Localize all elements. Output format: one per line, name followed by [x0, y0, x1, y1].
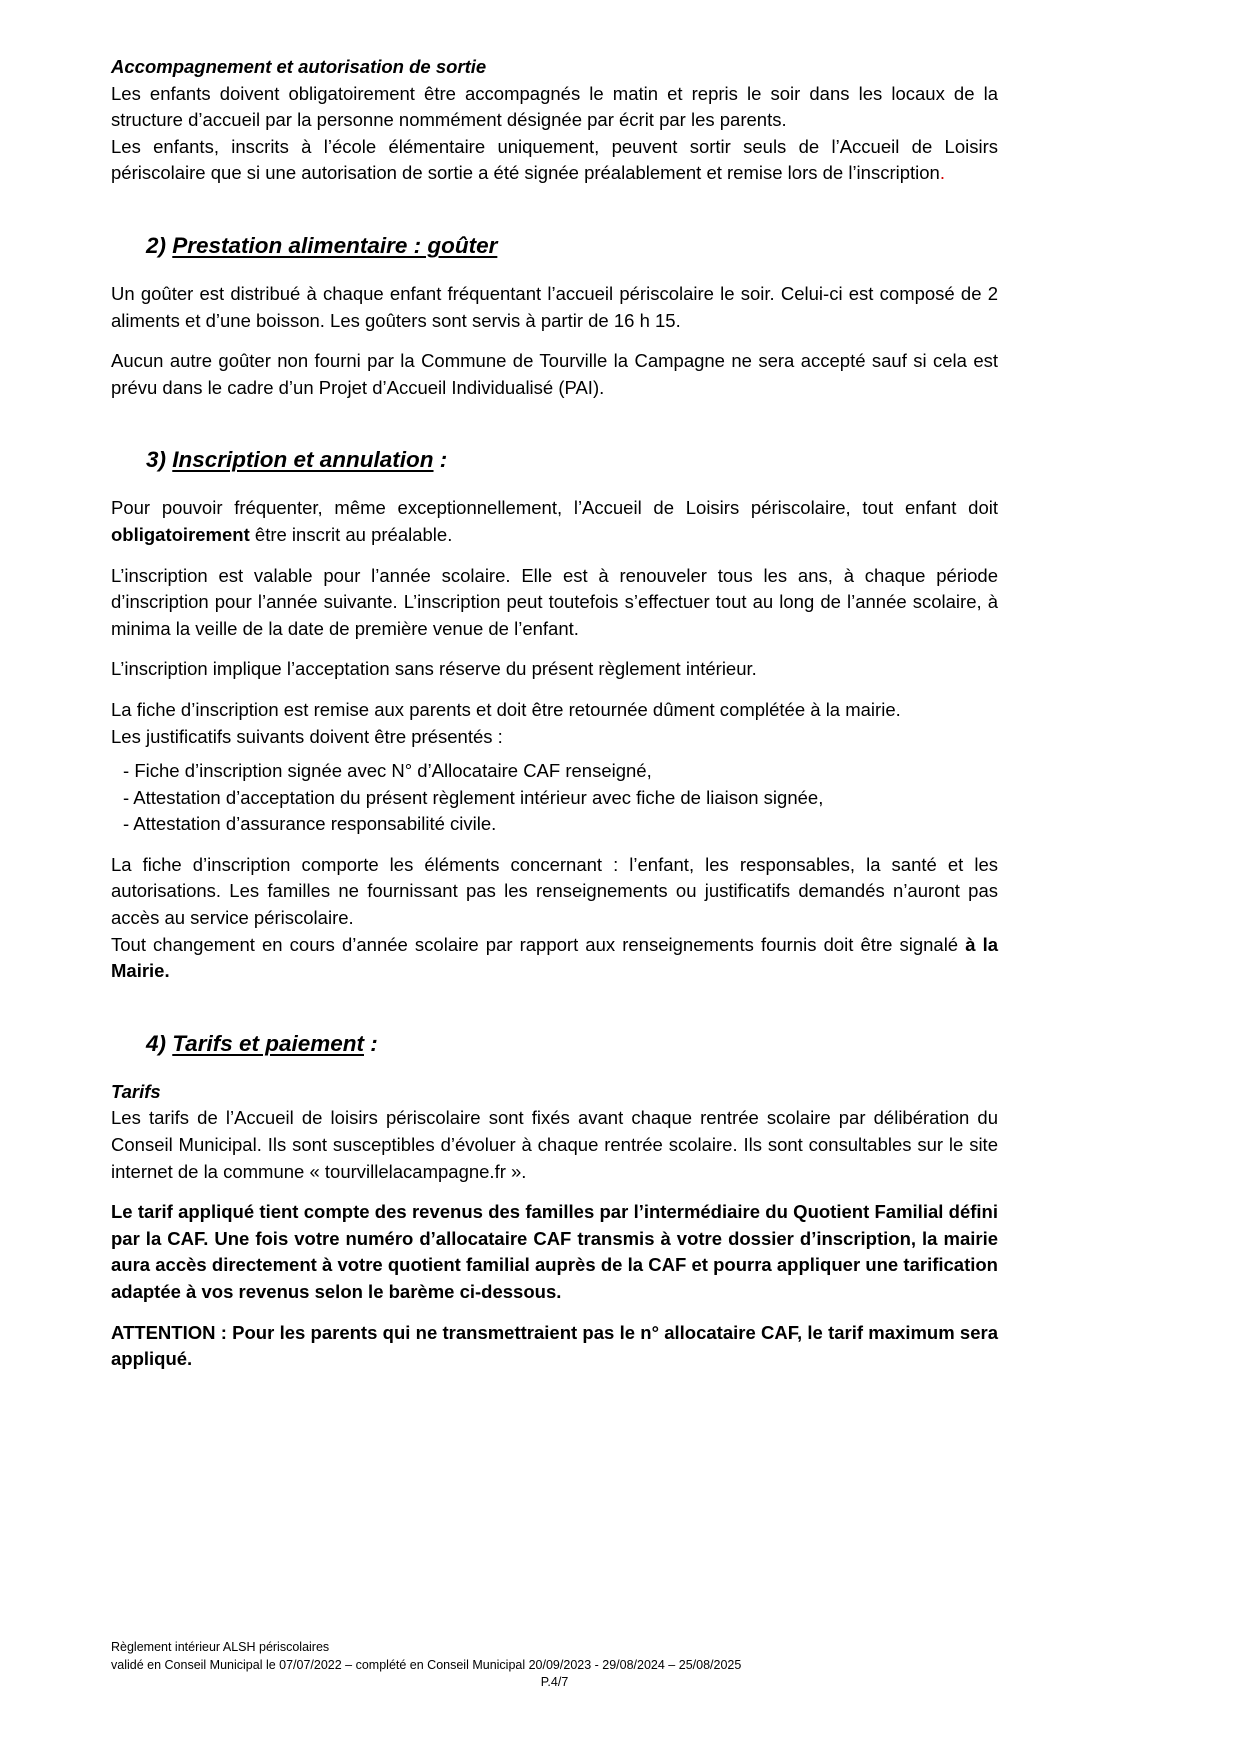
- paragraph-autorisation-sortie: [111, 134, 998, 187]
- paragraph-inscription-validite: L’inscription est valable pour l’année scolaire. Elle est à renouveler tous les ans, à chaque période d’inscription pour l’année suivante. L’inscription peut toutefois s’effectuer tout au long de l’année scolaire, à minima la veille de la date de première venue de l’enfant.: [111, 564, 998, 639]
- list-item: - Attestation d’acceptation du présent règlement intérieur avec fiche de liaison signée,: [123, 785, 998, 812]
- section-number: 2): [146, 232, 173, 258]
- section-title-suffix: :: [364, 1030, 378, 1056]
- paragraph-text: Tout changement en cours d’année scolaire par rapport aux renseignements fournis doit être signalé: [111, 933, 966, 955]
- section-title: Tarifs et paiement: [172, 1030, 364, 1056]
- paragraph-text: Les enfants, inscrits à l’école élémentaire uniquement, peuvent sortir seuls de l’Accueil de Loisirs périscolaire que si une autorisation de sortie a été signée préalablement et remise lors de l’inscription: [111, 135, 998, 184]
- section-title: Prestation alimentaire : goûter: [172, 232, 498, 258]
- page-footer: [111, 1639, 998, 1692]
- paragraph-gouter-description: Un goûter est distribué à chaque enfant fréquentant l’accueil périscolaire le soir. Celui-ci est composé de 2 aliments et d’une boisson. Les goûters sont servis à partir de 16 h 15.: [111, 282, 998, 331]
- subheading-tarifs: Tarifs: [111, 1080, 161, 1102]
- paragraph-attention: ATTENTION : Pour les parents qui ne transmettraient pas le n° allocataire CAF, le tarif maximum sera appliqué.: [111, 1321, 998, 1370]
- paragraph-text: La fiche d’inscription est remise aux parents et doit être retournée dûment complétée à la mairie.: [111, 698, 901, 720]
- paragraph-quotient-familial: Le tarif appliqué tient compte des revenus des familles par l’intermédiaire du Quotient Familial défini par la CAF. Une fois votre numéro d’allocataire CAF transmis à votre dossier d’inscription, la mairie aura accès directement à votre quotient familial auprès de la CAF et pourra appliquer une tarification adaptée à vos revenus selon le barème ci-dessous.: [111, 1201, 998, 1302]
- paragraph-text: Pour pouvoir fréquenter, même exceptionnellement, l’Accueil de Loisirs périscolaire, tout enfant doit: [111, 497, 998, 519]
- paragraph-inscription-obligatoire: [111, 495, 998, 548]
- paragraph-fiche-elements: La fiche d’inscription comporte les éléments concernant : l’enfant, les responsables, la santé et les autorisations. Les familles ne fournissant pas les renseignements ou justificatifs demandés n’auront pas accès au service périscolaire.: [111, 853, 998, 929]
- bold-obligatoirement: obligatoirement: [111, 523, 250, 545]
- section-heading-tarifs: [111, 1029, 998, 1059]
- section-title: Inscription et annulation: [172, 447, 434, 473]
- list-item: - Fiche d’inscription signée avec N° d’Allocataire CAF renseigné,: [123, 758, 998, 785]
- footer-validation: validé en Conseil Municipal le 07/07/2022 – complété en Conseil Municipal 20/09/2023 - 29/08/2024 – 25/08/2025: [111, 1657, 742, 1672]
- section-title-suffix: :: [433, 447, 448, 473]
- justificatifs-list: [111, 758, 998, 838]
- footer-title: Règlement intérieur ALSH périscolaires: [111, 1640, 330, 1654]
- paragraph-changement: [111, 932, 998, 985]
- section-number: 4): [146, 1030, 173, 1056]
- section-heading-prestation-alimentaire: [111, 231, 998, 261]
- paragraph-text: être inscrit au préalable.: [249, 523, 453, 545]
- subheading-accompagnement: Accompagnement et autorisation de sortie: [111, 56, 487, 77]
- paragraph-gouter-restriction: Aucun autre goûter non fourni par la Commune de Tourville la Campagne ne sera accepté sauf si cela est prévu dans le cadre d’un Projet d’Accueil Individualisé (PAI).: [111, 350, 998, 398]
- paragraph-accompagnement: Les enfants doivent obligatoirement être accompagnés le matin et repris le soir dans les locaux de la structure d’accueil par la personne nommément désignée par écrit par les parents.: [111, 82, 998, 131]
- page-number: P.4/7: [540, 1675, 569, 1689]
- section-heading-inscription: [111, 445, 998, 475]
- bold-a-la-mairie: à la Mairie.: [111, 933, 998, 982]
- section-number: 3): [146, 447, 173, 473]
- document-page: [111, 54, 998, 1373]
- paragraph-acceptation-reglement: L’inscription implique l’acceptation sans réserve du présent règlement intérieur.: [111, 658, 757, 680]
- list-item: - Attestation d’assurance responsabilité civile.: [123, 811, 998, 838]
- paragraph-tarifs-fixes: Les tarifs de l’Accueil de loisirs périscolaire sont fixés avant chaque rentrée scolaire par délibération du Conseil Municipal. Ils sont susceptibles d’évoluer à chaque rentrée scolaire. Ils sont consultables sur le site internet de la commune « tourvillelacampagne.fr ».: [111, 1107, 998, 1182]
- paragraph-fiche-inscription: [111, 697, 998, 750]
- paragraph-text: Les justificatifs suivants doivent être présentés :: [111, 725, 503, 747]
- red-period: .: [939, 162, 945, 184]
